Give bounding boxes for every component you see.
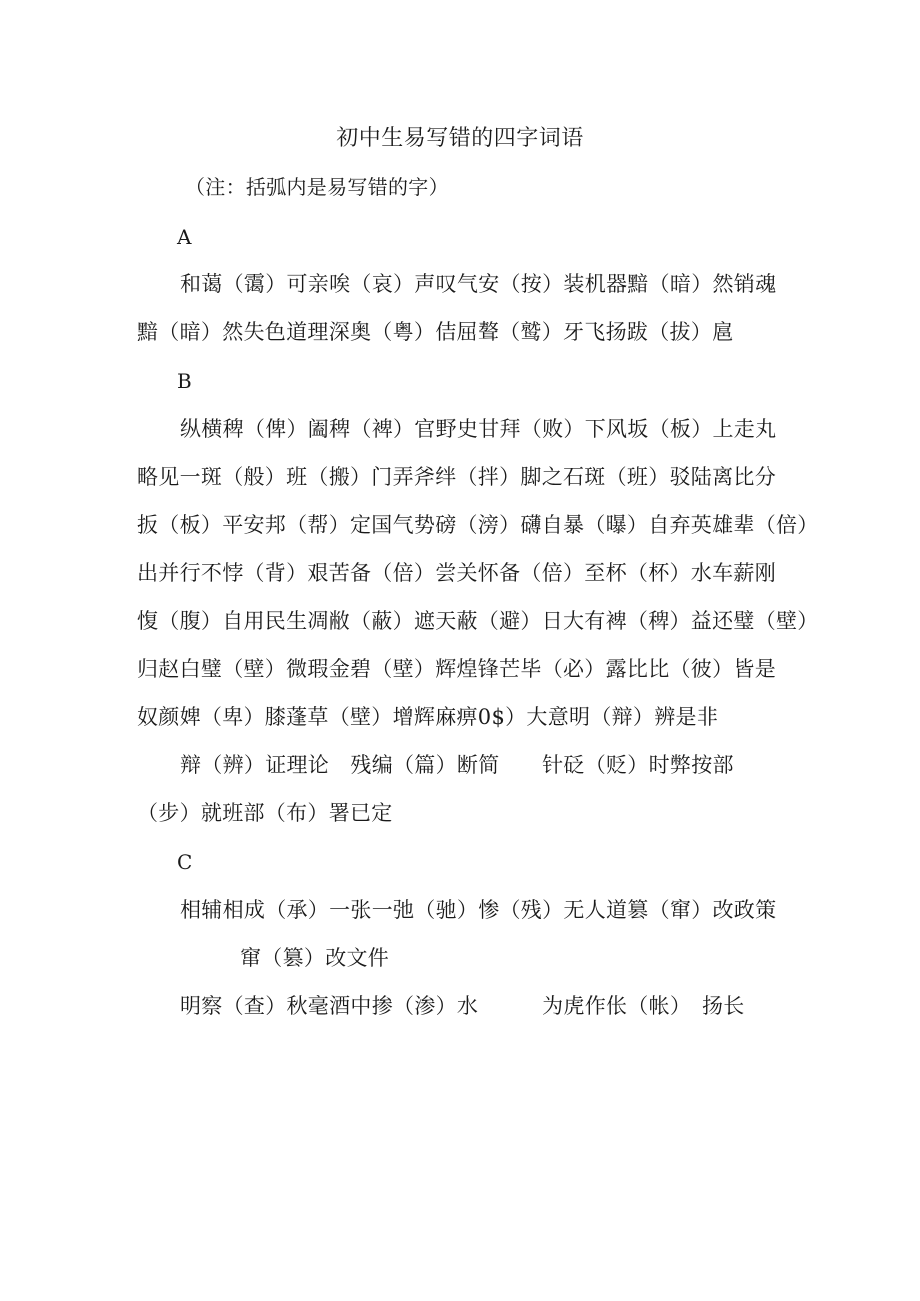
section-b-line-1: 纵横稗（俾）阖稗（裨）官野史甘拜（败）下风坂（板）上走丸 xyxy=(180,417,777,441)
section-b-line-4: 出并行不悖（背）艰苦备（倍）尝关怀备（倍）至杯（杯）水车薪刚 xyxy=(137,561,776,585)
section-heading-c: C xyxy=(177,850,193,874)
section-b-line-7: 奴颜婢（卑）膝蓬草（壁）增辉麻痹0$）大意明（辩）辨是非 xyxy=(137,705,719,729)
section-a-line-2: 黯（暗）然失色道理深奥（粤）佶屈聱（鹫）牙飞扬跋（拔）扈 xyxy=(137,320,734,344)
section-c-line-2: 窜（篡）改文件 xyxy=(240,946,390,970)
section-b-line-2: 略见一斑（般）班（搬）门弄斧绊（拌）脚之石斑（班）驳陆离比分 xyxy=(137,465,776,489)
section-b-line-5: 愎（腹）自用民生凋敝（蔽）遮天蔽（避）日大有裨（稗）益还璧（壁） xyxy=(137,609,819,633)
section-c-line-3: 明察（查）秋毫酒中掺（渗）水 为虎作伥（帐） 扬长 xyxy=(180,994,745,1018)
section-c-line-1: 相辅相成（承）一张一弛（驰）惨（残）无人道篡（窜）改政策 xyxy=(180,898,777,922)
section-a-line-1: 和蔼（霭）可亲唉（哀）声叹气安（按）装机器黯（暗）然销魂 xyxy=(180,272,777,296)
section-b-line-6: 归赵白璧（壁）微瑕金碧（壁）辉煌锋芒毕（必）露比比（彼）皆是 xyxy=(137,657,776,681)
section-b-line-8: 辩（辨）证理论 残编（篇）断简 针砭（贬）时弊按部 xyxy=(180,753,734,777)
document-note: （注：括弧内是易写错的字） xyxy=(185,175,449,199)
section-b-line-9: （步）就班部（布）署已定 xyxy=(137,801,393,825)
section-heading-a: A xyxy=(177,225,192,249)
section-b-line-3: 扳（板）平安邦（帮）定国气势磅（滂）礴自暴（曝）自弃英雄辈（倍） xyxy=(137,513,819,537)
section-heading-b: B xyxy=(177,369,192,393)
document-title: 初中生易写错的四字词语 xyxy=(336,126,584,151)
